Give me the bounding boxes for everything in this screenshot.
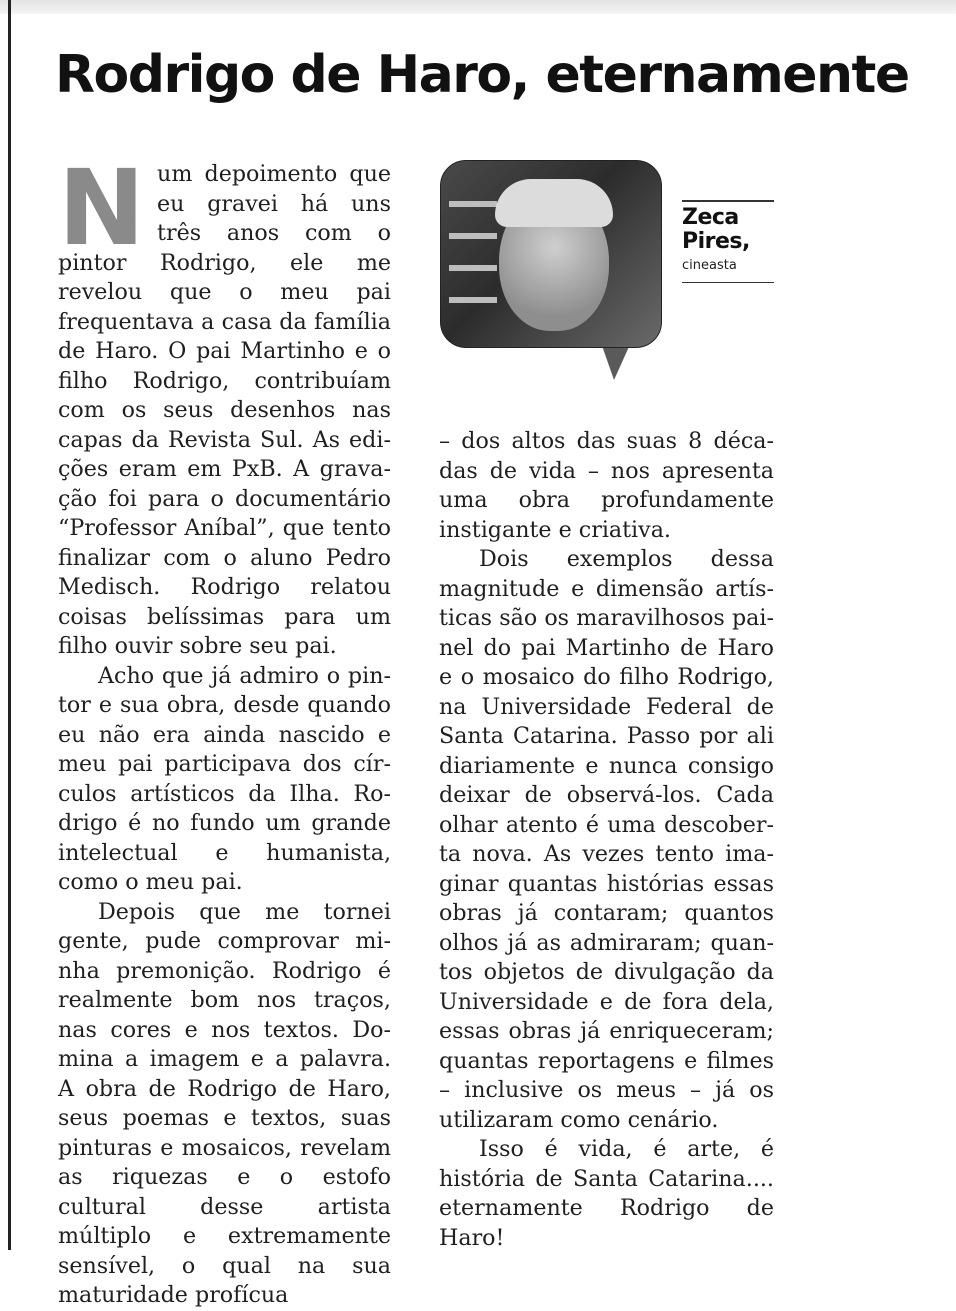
paragraph-3: Depois que me tornei gente, pude comprovar minha premonição. Rodrigo é realmente bom nos traços, nas cores e nos textos. Domina a imagem e a palavra. A obra de Rodrigo de Haro, seus poemas e textos, suas pinturas e mosaicos, revelam as riquezas e o estofo cultural desse artista múltiplo e extremamente sensível, o qual na sua maturidade profícua bbox=[58, 898, 391, 1308]
author-role: cineasta bbox=[682, 258, 737, 273]
author-byline bbox=[682, 200, 774, 283]
article-column-right bbox=[439, 427, 774, 1253]
drop-cap: N bbox=[58, 147, 146, 269]
paragraph-1 bbox=[58, 147, 391, 662]
paragraph-1-text: um depoimento que eu gravei há uns três anos com o pintor Rodrigo, ele me revelou que o meu pai frequentava a casa da família de Haro. O pai Martinho e o filho Rodrigo, contribuíam com os seus desenhos nas capas da Revista Sul. As edições eram em PxB. A gravação foi para o documentário “Professor Aníbal”, que tento finalizar com o aluno Pedro Medisch. Rodrigo relatou coisas belíssimas para um filho ouvir sobre seu pai. bbox=[58, 161, 391, 659]
shelf-line bbox=[449, 297, 497, 303]
author-name-line-1: Zeca bbox=[682, 205, 739, 230]
author-name-line-2: Pires, bbox=[682, 229, 750, 254]
headline: Rodrigo de Haro, eternamente bbox=[55, 45, 909, 105]
paragraph-5: Isso é vida, é arte, é história de Santa Catarina.... eternamente Rodrigo de Haro! bbox=[439, 1136, 774, 1251]
paragraph-2: Acho que já admiro o pintor e sua obra, desde quando eu não era ainda nascido e meu pai participava dos círculos artísticos da Ilha. Rodrigo é no fundo um grande intelectual e humanista, como o meu pai. bbox=[58, 662, 391, 895]
top-edge bbox=[0, 0, 956, 14]
column-rule bbox=[8, 0, 11, 1250]
shelf-line bbox=[449, 201, 497, 207]
paragraph-3-continued: – dos altos das suas 8 décadas de vida – nos apresenta uma obra profundamente instigante e criativa. bbox=[439, 428, 774, 543]
author-photo-bubble bbox=[440, 160, 662, 382]
portrait-hair bbox=[495, 179, 613, 227]
article-column-left bbox=[58, 147, 391, 1311]
paragraph-4: Dois exemplos dessa magnitude e dimensão artísticas são os maravilhosos painel do pai Martinho de Haro e o mosaico do filho Rodrigo, na Universidade Federal de Santa Catarina. Passo por ali diariamente e nunca consigo deixar de observá-los. Cada olhar atento é uma descoberta nova. As vezes tento imaginar quantas histórias essas obras já contaram; quantos olhos já as admiraram; quantos objetos de divulgação da Universidade e de fora dela, essas obras já enriqueceram; quantas reportagens e filmes – inclusive os meus – já os utilizaram como cenário. bbox=[439, 546, 774, 1133]
shelf-line bbox=[449, 233, 497, 239]
author-photo bbox=[440, 160, 662, 348]
shelf-line bbox=[449, 265, 497, 271]
